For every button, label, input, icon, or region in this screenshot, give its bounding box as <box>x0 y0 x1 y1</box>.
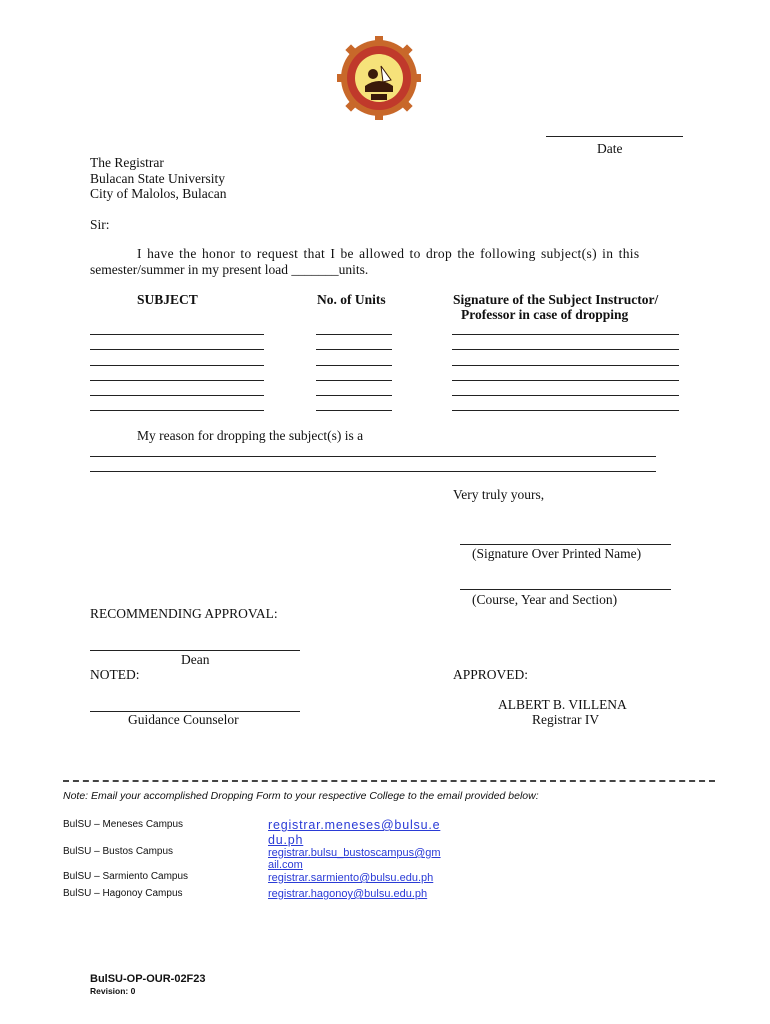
units-line[interactable] <box>316 349 392 350</box>
campus-email[interactable] <box>268 847 441 871</box>
body-line-2: semester/summer in my present load _______units. <box>90 262 369 277</box>
units-line[interactable] <box>316 395 392 396</box>
subject-line[interactable] <box>90 334 264 335</box>
dean-signature-line[interactable] <box>90 650 300 651</box>
approved-label: APPROVED: <box>453 667 529 682</box>
units-line[interactable] <box>316 334 392 335</box>
signature-line[interactable] <box>452 380 679 381</box>
units-line[interactable] <box>316 410 392 411</box>
guidance-label: Guidance Counselor <box>128 712 239 727</box>
date-label: Date <box>597 141 623 156</box>
campus-email-part[interactable]: registrar.bulsu_bustoscampus@gm <box>268 847 441 859</box>
signature-line[interactable] <box>452 365 679 366</box>
registrar-title: Registrar IV <box>532 712 600 727</box>
signature-name-line[interactable] <box>460 544 671 545</box>
campus-name: BulSU – Bustos Campus <box>63 846 174 857</box>
signature-line[interactable] <box>452 395 679 396</box>
registrar-name: ALBERT B. VILLENA <box>498 697 627 712</box>
campus-email[interactable]: registrar.hagonoy@bulsu.edu.ph <box>268 888 428 900</box>
closing: Very truly yours, <box>453 487 545 502</box>
addressee-line-1: The Registrar <box>90 155 164 170</box>
units-line[interactable] <box>316 365 392 366</box>
form-code: BulSU-OP-OUR-02F23 <box>90 973 206 985</box>
noted-label: NOTED: <box>90 667 140 682</box>
email-note: Note: Email your accomplished Dropping Form to your respective College to the email provided below: <box>63 790 539 802</box>
recommending-label: RECOMMENDING APPROVAL: <box>90 606 278 621</box>
signature-line[interactable] <box>452 334 679 335</box>
dean-label: Dean <box>181 652 210 667</box>
campus-name: BulSU – Hagonoy Campus <box>63 888 183 899</box>
subject-line[interactable] <box>90 395 264 396</box>
signature-header-2: Professor in case of dropping <box>461 307 629 322</box>
reason-label: My reason for dropping the subject(s) is a <box>137 428 364 443</box>
subject-line[interactable] <box>90 365 264 366</box>
reason-line[interactable] <box>90 456 656 457</box>
signature-header-1: Signature of the Subject Instructor/ <box>453 292 659 307</box>
course-caption: (Course, Year and Section) <box>472 592 618 607</box>
body-line-1: I have the honor to request that I be allowed to drop the following subject(s) in this <box>137 246 640 261</box>
salutation: Sir: <box>90 217 110 232</box>
units-header: No. of Units <box>317 292 386 307</box>
units-line[interactable] <box>316 380 392 381</box>
form-revision: Revision: 0 <box>90 986 136 996</box>
subject-header: SUBJECT <box>137 292 198 307</box>
campus-email[interactable] <box>268 818 440 848</box>
addressee-line-3: City of Malolos, Bulacan <box>90 186 227 201</box>
reason-line[interactable] <box>90 471 656 472</box>
campus-email-part[interactable]: ail.com <box>268 859 303 871</box>
campus-email-part[interactable]: registrar.meneses@bulsu.e <box>268 818 441 832</box>
subject-line[interactable] <box>90 410 264 411</box>
campus-email[interactable]: registrar.sarmiento@bulsu.edu.ph <box>268 872 434 884</box>
signature-line[interactable] <box>452 410 679 411</box>
campus-email-part[interactable]: du.ph <box>268 833 304 847</box>
signature-caption: (Signature Over Printed Name) <box>472 546 642 561</box>
subject-line[interactable] <box>90 380 264 381</box>
cut-line <box>63 780 715 782</box>
addressee-line-2: Bulacan State University <box>90 171 225 186</box>
date-line[interactable] <box>546 136 683 137</box>
signature-line[interactable] <box>452 349 679 350</box>
campus-name: BulSU – Sarmiento Campus <box>63 871 189 882</box>
subject-line[interactable] <box>90 349 264 350</box>
course-line[interactable] <box>460 589 671 590</box>
campus-name: BulSU – Meneses Campus <box>63 819 184 830</box>
university-seal <box>337 36 421 120</box>
